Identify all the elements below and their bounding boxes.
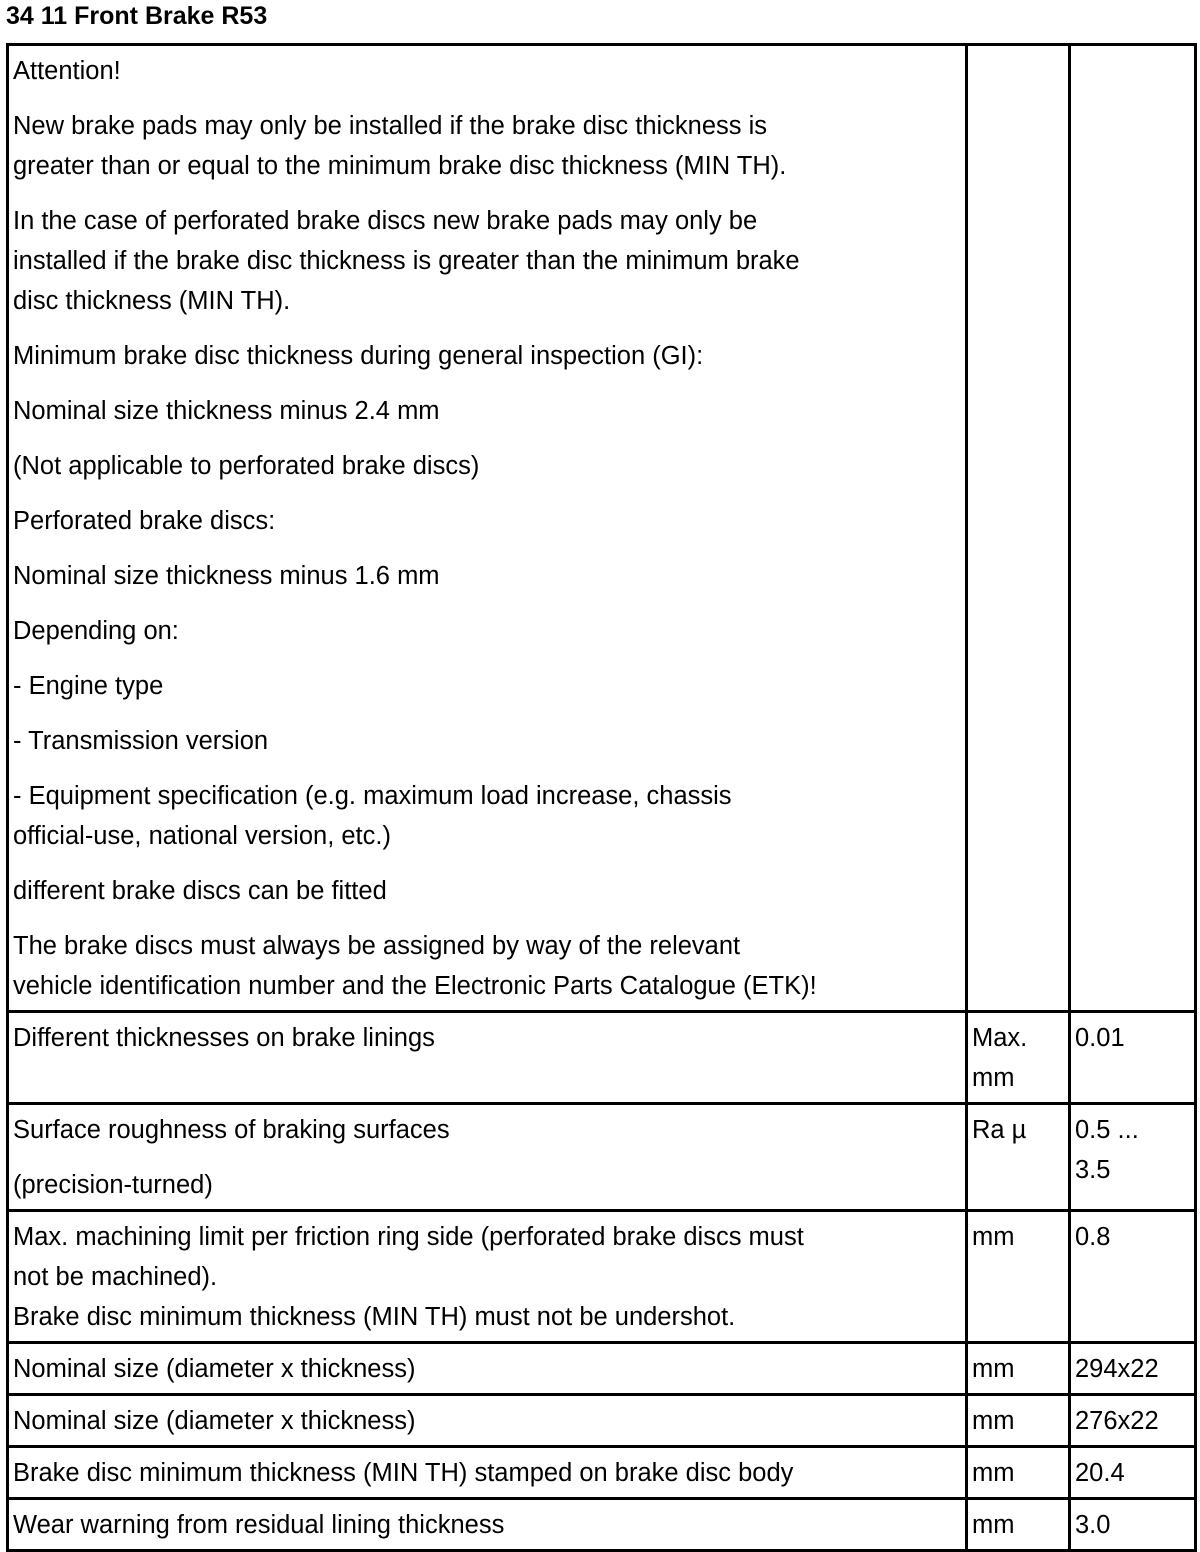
description-cell: Surface roughness of braking surfaces (precision-turned): [8, 1104, 967, 1211]
value-cell: 3.0: [1070, 1499, 1196, 1551]
table-row: [8, 1447, 1196, 1499]
attention-paragraph: Perforated brake discs:: [13, 507, 276, 535]
description-cell: Brake disc minimum thickness (MIN TH) stamped on brake disc body: [8, 1447, 967, 1499]
attention-row: [8, 45, 1196, 1012]
attention-cell: [8, 45, 967, 1012]
attention-value-cell: [1070, 45, 1196, 1012]
table-row: [8, 1012, 1196, 1104]
value-cell: 0.8: [1070, 1211, 1196, 1343]
attention-heading: Attention!: [13, 57, 121, 85]
attention-paragraph: The brake discs must always be assigned by way of the relevant vehicle identification number and the Electronic Parts Catalogue (ETK)!: [13, 932, 817, 1000]
attention-paragraph: Nominal size thickness minus 2.4 mm: [13, 397, 440, 425]
attention-list-item: - Equipment specification (e.g. maximum load increase, chassis official-use, national version, etc.): [13, 782, 732, 850]
unit-cell: Ra µ: [967, 1104, 1070, 1211]
brake-spec-table: [6, 43, 1197, 1552]
attention-unit-cell: [967, 45, 1070, 1012]
document-title: 34 11 Front Brake R53: [6, 2, 268, 30]
attention-paragraph: In the case of perforated brake discs new brake pads may only be installed if the brake disc thickness is greater than the minimum brake disc thickness (MIN TH).: [13, 207, 800, 315]
attention-paragraph: Depending on:: [13, 617, 179, 645]
table-row: [8, 1104, 1196, 1211]
attention-paragraph: (Not applicable to perforated brake discs): [13, 452, 480, 480]
description-cell: Max. machining limit per friction ring side (perforated brake discs must not be machined). Brake disc minimum thickness (MIN TH) must not be undershot.: [8, 1211, 967, 1343]
attention-paragraph: New brake pads may only be installed if the brake disc thickness is greater than or equal to the minimum brake disc thickness (MIN TH).: [13, 112, 787, 180]
description-cell: Nominal size (diameter x thickness): [8, 1343, 967, 1395]
value-cell: 294x22: [1070, 1343, 1196, 1395]
attention-paragraph: Nominal size thickness minus 1.6 mm: [13, 562, 440, 590]
attention-paragraph: Minimum brake disc thickness during general inspection (GI):: [13, 342, 704, 370]
table-row: [8, 1395, 1196, 1447]
value-cell: 20.4: [1070, 1447, 1196, 1499]
value-cell: 0.5 ... 3.5: [1070, 1104, 1196, 1211]
table-row: [8, 1499, 1196, 1551]
description-cell: Wear warning from residual lining thickness: [8, 1499, 967, 1551]
unit-cell: mm: [967, 1395, 1070, 1447]
unit-cell: mm: [967, 1499, 1070, 1551]
attention-list-item: - Transmission version: [13, 727, 269, 755]
value-cell: 276x22: [1070, 1395, 1196, 1447]
unit-cell: mm: [967, 1343, 1070, 1395]
description-cell: Nominal size (diameter x thickness): [8, 1395, 967, 1447]
unit-cell: Max. mm: [967, 1012, 1070, 1104]
table-row: [8, 1211, 1196, 1343]
attention-list-item: - Engine type: [13, 672, 164, 700]
description-cell: Different thicknesses on brake linings: [8, 1012, 967, 1104]
unit-cell: mm: [967, 1211, 1070, 1343]
unit-cell: mm: [967, 1447, 1070, 1499]
table-row: [8, 1343, 1196, 1395]
value-cell: 0.01: [1070, 1012, 1196, 1104]
attention-paragraph: different brake discs can be fitted: [13, 877, 387, 905]
